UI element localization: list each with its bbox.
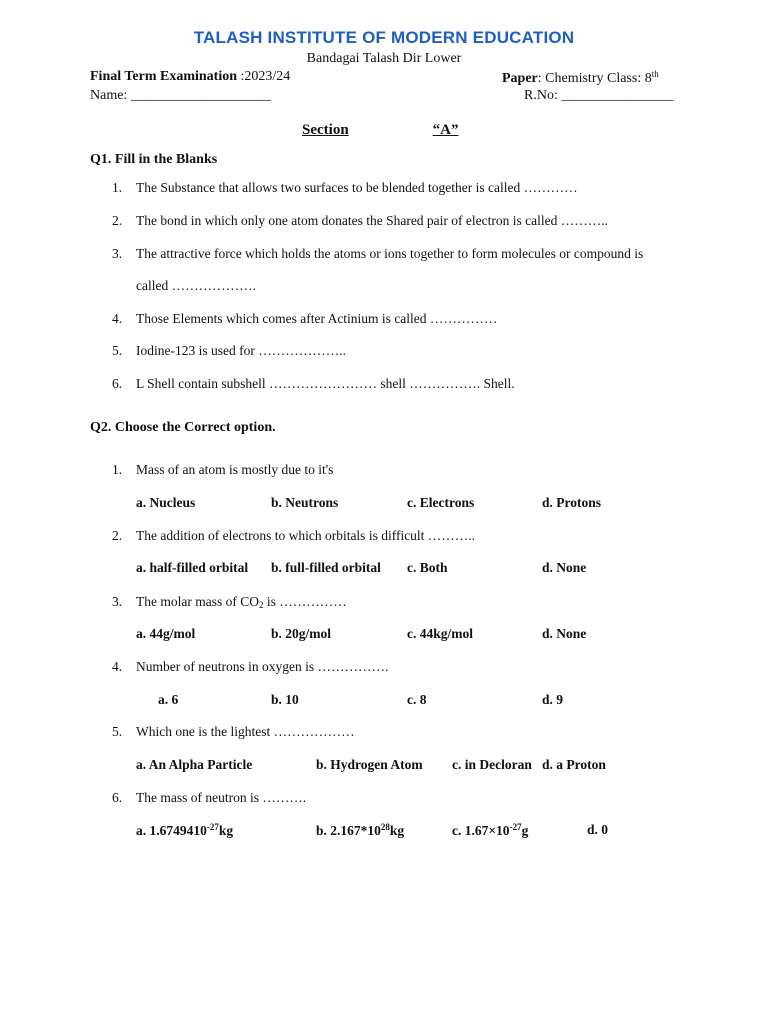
section-name: “A” <box>432 122 459 138</box>
q1-item-number: 4. <box>112 311 123 326</box>
option-b-exponent: 28 <box>380 822 390 832</box>
q1-item-number: 3. <box>112 246 123 261</box>
option-a-unit: kg <box>218 823 234 838</box>
exam-year: :2023/24 <box>240 69 291 84</box>
name-label: Name: <box>90 88 131 103</box>
institute-address: Bandagai Talash Dir Lower <box>306 51 462 66</box>
option-c <box>452 822 528 839</box>
q2-question-text: Mass of an atom is mostly due to it's <box>136 462 334 477</box>
q2-question-text <box>136 594 347 610</box>
option-a <box>136 822 233 839</box>
option-a: a. half-filled orbital <box>136 560 249 575</box>
q1-item-number: 6. <box>112 376 123 391</box>
q2-question-number: 1. <box>112 462 123 477</box>
option-c: c. 44kg/mol <box>407 626 473 641</box>
q2-question-number: 2. <box>112 528 123 543</box>
q1-item-text: Those Elements which comes after Actinium is called …………… <box>136 311 498 326</box>
q1-item-text-continued: called ………………. <box>136 278 256 293</box>
option-d: d. 9 <box>542 692 564 707</box>
q1-item-number: 5. <box>112 343 123 358</box>
option-c: c. in Decloran <box>452 757 532 772</box>
option-d: d. Protons <box>542 495 602 510</box>
option-b-base: b. 2.167*10 <box>316 823 381 838</box>
q2-question-text: The addition of electrons to which orbitals is difficult ……….. <box>136 528 476 543</box>
option-a: a. Nucleus <box>136 495 196 510</box>
option-a: a. An Alpha Particle <box>136 757 253 772</box>
option-c-exponent: -27 <box>509 822 522 832</box>
q1-item-number: 1. <box>112 180 123 195</box>
q2-question-text-post: is …………… <box>263 594 347 609</box>
q2-question-text: Which one is the lightest ……………… <box>136 724 355 739</box>
option-b: b. 20g/mol <box>271 626 332 641</box>
subscript-2: 2 <box>258 600 264 610</box>
option-d: d. None <box>542 626 587 641</box>
paper-value: : Chemistry Class: 8 <box>537 71 652 86</box>
option-d: d. None <box>542 560 587 575</box>
q1-item-text: The attractive force which holds the atoms or ions together to form molecules or compound is <box>136 246 644 261</box>
option-b: b. 10 <box>271 692 299 707</box>
option-b: b. Hydrogen Atom <box>316 757 423 772</box>
rno-line <box>524 88 673 104</box>
name-line <box>90 88 271 104</box>
option-b-unit: kg <box>389 823 405 838</box>
option-a: a. 44g/mol <box>136 626 196 641</box>
q2-question-number: 5. <box>112 724 123 739</box>
q2-question-number: 4. <box>112 659 123 674</box>
option-c: c. Electrons <box>407 495 475 510</box>
option-b: b. full-filled orbital <box>271 560 381 575</box>
option-c-unit: g <box>521 823 529 838</box>
option-a-exponent: -27 <box>206 822 219 832</box>
option-b <box>316 822 404 839</box>
option-c-base: c. 1.67×10 <box>452 823 510 838</box>
section-heading <box>302 122 459 139</box>
q2-question-text: The mass of neutron is ………. <box>136 790 307 805</box>
section-label: Section <box>302 122 349 138</box>
institute-title: TALASH INSTITUTE OF MODERN EDUCATION <box>193 28 575 47</box>
exam-label: Final Term Examination <box>90 69 238 84</box>
option-b: b. Neutrons <box>271 495 339 510</box>
option-d: d. 0 <box>587 822 609 837</box>
exam-line <box>90 69 290 85</box>
option-c: c. Both <box>407 560 448 575</box>
name-blank: ____________________ <box>130 88 271 103</box>
q2-title: Q2. Choose the Correct option. <box>90 420 276 435</box>
q1-item-text: The Substance that allows two surfaces to be blended together is called ………… <box>136 180 578 195</box>
option-a: a. 6 <box>158 692 179 707</box>
q2-question-text-pre: The molar mass of CO <box>136 594 259 609</box>
rno-blank: ________________ <box>561 88 674 103</box>
q1-item-text: Iodine-123 is used for ……………….. <box>136 343 346 358</box>
option-c: c. 8 <box>407 692 427 707</box>
q1-item-text: The bond in which only one atom donates the Shared pair of electron is called ……….. <box>136 213 608 228</box>
q1-item-text: L Shell contain subshell …………………… shell ……………. Shell. <box>136 376 515 391</box>
option-a-base: a. 1.6749410 <box>136 823 207 838</box>
q2-question-number: 6. <box>112 790 123 805</box>
paper-label: Paper <box>502 71 538 86</box>
class-sup: th <box>651 69 659 79</box>
paper-line <box>502 69 659 87</box>
option-d: d. a Proton <box>542 757 606 772</box>
q2-question-text: Number of neutrons in oxygen is ……………. <box>136 659 389 674</box>
q2-question-number: 3. <box>112 594 123 609</box>
q1-title: Q1. Fill in the Blanks <box>90 152 218 167</box>
rno-label: R.No: <box>524 88 562 103</box>
q1-item-number: 2. <box>112 213 123 228</box>
